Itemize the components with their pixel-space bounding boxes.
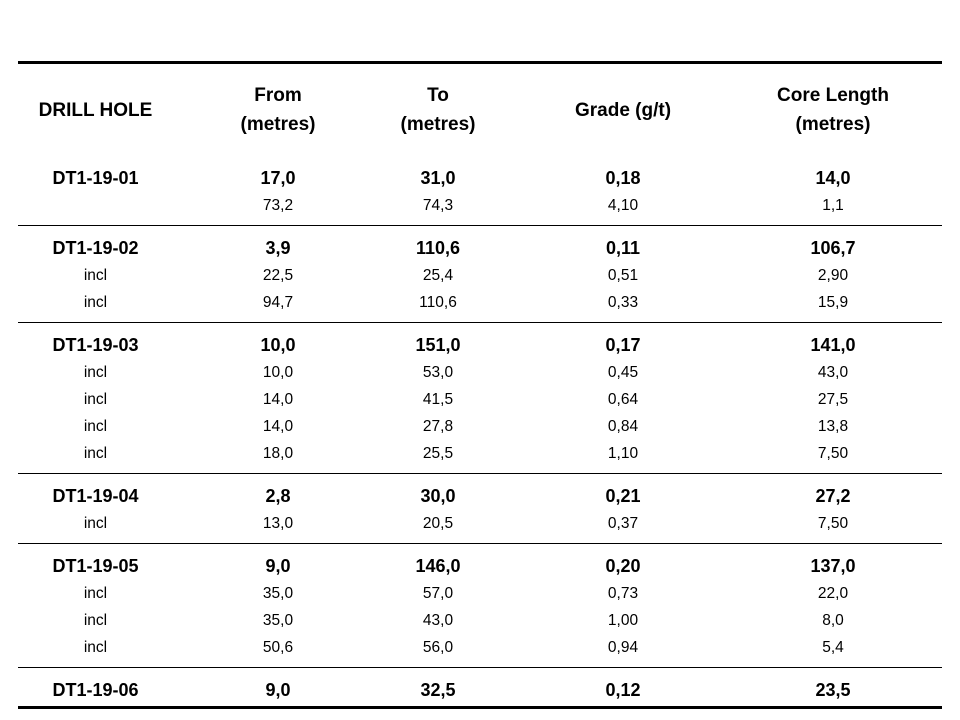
header-core-length-label: Core Length (777, 85, 889, 106)
cell-core-length: 23,5 (815, 679, 851, 700)
cell-from: 73,2 (262, 196, 294, 214)
header-from (173, 81, 383, 139)
hole-group (18, 156, 942, 226)
cell-core-length: 7,50 (817, 444, 849, 462)
cell-grade: 0,84 (607, 417, 639, 435)
table-row-interval (18, 359, 942, 386)
cell-grade: 0,73 (607, 584, 639, 602)
cell-drill-hole: incl (83, 417, 108, 435)
hole-group (18, 474, 942, 544)
header-to-unit: (metres) (400, 114, 476, 135)
cell-to: 43,0 (422, 611, 454, 629)
cell-core-length: 22,0 (817, 584, 849, 602)
cell-core-length: 13,8 (817, 417, 849, 435)
cell-grade: 1,10 (607, 444, 639, 462)
cell-from: 22,5 (262, 266, 294, 284)
cell-drill-hole: DT1-19-02 (52, 237, 139, 258)
table-bottom-rule (18, 706, 942, 709)
table-body (18, 156, 942, 706)
cell-to: 27,8 (422, 417, 454, 435)
cell-drill-hole: DT1-19-04 (52, 485, 139, 506)
header-from-unit: (metres) (240, 114, 316, 135)
cell-core-length: 137,0 (810, 555, 856, 576)
cell-to: 110,6 (419, 293, 457, 311)
cell-from: 3,9 (265, 237, 291, 258)
header-drill-hole-label: DRILL HOLE (38, 99, 153, 121)
table-row-interval (18, 634, 942, 661)
cell-from: 50,6 (262, 638, 294, 656)
cell-drill-hole: incl (83, 514, 108, 532)
table-row-hole (18, 482, 942, 510)
cell-grade: 4,10 (607, 196, 639, 214)
cell-grade: 1,00 (607, 611, 639, 629)
cell-from: 9,0 (265, 679, 291, 700)
cell-to: 32,5 (420, 679, 456, 700)
header-to-label: To (427, 85, 449, 106)
hole-group (18, 323, 942, 474)
cell-from: 10,0 (262, 363, 294, 381)
cell-to: 25,4 (422, 266, 454, 284)
cell-core-length: 1,1 (822, 196, 844, 214)
cell-drill-hole: incl (83, 444, 108, 462)
cell-core-length: 27,5 (817, 390, 849, 408)
cell-core-length: 14,0 (815, 167, 851, 188)
cell-to: 31,0 (420, 167, 456, 188)
cell-to: 146,0 (415, 555, 461, 576)
cell-grade: 0,64 (607, 390, 639, 408)
cell-grade: 0,94 (607, 638, 639, 656)
table-row-hole (18, 331, 942, 359)
cell-core-length: 8,0 (822, 611, 844, 629)
cell-to: 30,0 (420, 485, 456, 506)
cell-from: 9,0 (265, 555, 291, 576)
table-row-hole (18, 234, 942, 262)
cell-to: 41,5 (422, 390, 454, 408)
cell-grade: 0,18 (605, 167, 641, 188)
cell-from: 35,0 (262, 611, 294, 629)
cell-grade: 0,12 (605, 679, 641, 700)
table-row-hole (18, 676, 942, 704)
table-row-interval (18, 386, 942, 413)
table-row-interval (18, 262, 942, 289)
header-from-label: From (254, 85, 302, 106)
table-row-interval (18, 580, 942, 607)
hole-group (18, 668, 942, 706)
header-grade (493, 96, 753, 125)
cell-from: 2,8 (265, 485, 291, 506)
header-core-length (753, 81, 913, 139)
cell-drill-hole: incl (83, 638, 108, 656)
header-core-length-unit: (metres) (795, 114, 871, 135)
cell-grade: 0,37 (607, 514, 639, 532)
table-header-row (18, 64, 942, 156)
cell-to: 151,0 (415, 334, 461, 355)
table-row-interval (18, 289, 942, 316)
cell-from: 18,0 (262, 444, 294, 462)
cell-to: 56,0 (422, 638, 454, 656)
table-row-hole (18, 552, 942, 580)
table-row-interval (18, 440, 942, 467)
cell-core-length: 141,0 (810, 334, 856, 355)
cell-drill-hole: incl (83, 611, 108, 629)
hole-group (18, 544, 942, 668)
cell-drill-hole: incl (83, 266, 108, 284)
cell-core-length: 15,9 (817, 293, 849, 311)
cell-to: 57,0 (422, 584, 454, 602)
cell-to: 74,3 (422, 196, 454, 214)
cell-grade: 0,21 (605, 485, 641, 506)
cell-grade: 0,51 (607, 266, 639, 284)
cell-drill-hole: DT1-19-06 (52, 679, 139, 700)
cell-from: 14,0 (262, 390, 294, 408)
cell-core-length: 106,7 (810, 237, 856, 258)
cell-core-length: 7,50 (817, 514, 849, 532)
header-grade-label: Grade (g/t) (574, 99, 672, 121)
cell-core-length: 43,0 (817, 363, 849, 381)
header-drill-hole (18, 96, 173, 125)
cell-grade: 0,33 (607, 293, 639, 311)
table-row-interval (18, 413, 942, 440)
cell-to: 53,0 (422, 363, 454, 381)
table-row-interval (18, 607, 942, 634)
cell-grade: 0,17 (605, 334, 641, 355)
cell-drill-hole: DT1-19-01 (52, 167, 139, 188)
cell-drill-hole: DT1-19-05 (52, 555, 139, 576)
cell-drill-hole: incl (83, 390, 108, 408)
cell-drill-hole: incl (83, 363, 108, 381)
cell-core-length: 2,90 (817, 266, 849, 284)
cell-grade: 0,45 (607, 363, 639, 381)
cell-from: 10,0 (260, 334, 296, 355)
table-row-hole (18, 164, 942, 192)
table-row-interval (18, 510, 942, 537)
cell-core-length: 27,2 (815, 485, 851, 506)
cell-from: 13,0 (262, 514, 294, 532)
cell-core-length: 5,4 (822, 638, 844, 656)
drill-results-table (18, 61, 942, 709)
cell-from: 94,7 (262, 293, 294, 311)
hole-group (18, 226, 942, 323)
cell-to: 20,5 (422, 514, 454, 532)
cell-drill-hole: incl (83, 584, 108, 602)
cell-to: 110,6 (415, 237, 461, 258)
cell-drill-hole: DT1-19-03 (52, 334, 139, 355)
cell-from: 14,0 (262, 417, 294, 435)
table-row-interval (18, 192, 942, 219)
cell-to: 25,5 (422, 444, 454, 462)
cell-grade: 0,20 (605, 555, 641, 576)
cell-grade: 0,11 (605, 237, 641, 258)
cell-from: 35,0 (262, 584, 294, 602)
cell-drill-hole: incl (83, 293, 108, 311)
cell-from: 17,0 (260, 167, 296, 188)
header-to (383, 81, 493, 139)
